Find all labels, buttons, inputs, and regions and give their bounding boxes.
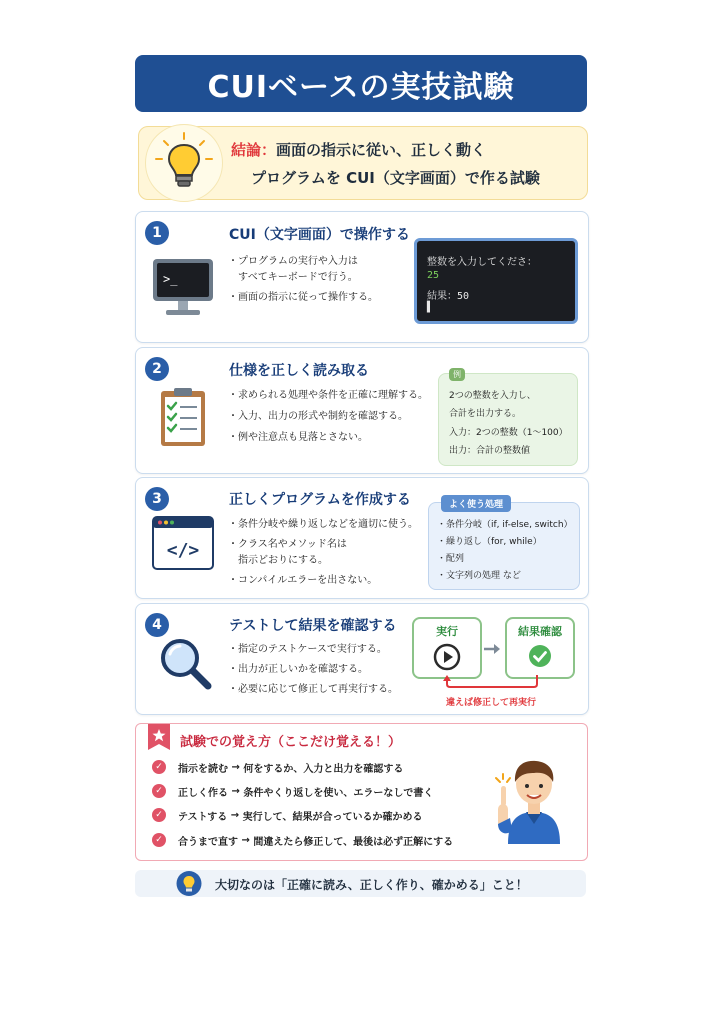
example-tag: 例 bbox=[449, 368, 465, 381]
student-illustration bbox=[494, 744, 572, 848]
memo-arrow: → bbox=[231, 761, 240, 773]
bullet-item: ・ 条件分岐や繰り返しなどを適切に使う。 bbox=[228, 517, 418, 533]
code-glyph: </> bbox=[166, 540, 200, 561]
terminal-input: 25 bbox=[427, 270, 440, 281]
bullet-item: ・ 必要に応じて修正して再実行する。 bbox=[228, 682, 398, 698]
example-output: 出力：合計の整数値 bbox=[449, 446, 531, 456]
bullet-item: ・ 指定のテストケースで実行する。 bbox=[228, 642, 398, 658]
memo-row bbox=[152, 757, 403, 777]
section-number: 3 bbox=[145, 487, 169, 511]
memo-arrow: → bbox=[230, 809, 240, 821]
example-input: 入力：2つの整数（1〜100） bbox=[449, 428, 568, 438]
memo-key: テストする bbox=[178, 811, 228, 823]
section-number: 4 bbox=[145, 613, 169, 637]
memo-key: 合うまで直す bbox=[178, 836, 238, 848]
checkmark-icon: ✓ bbox=[152, 808, 166, 822]
memo-text: 何をするか、入力と出力を確認する bbox=[243, 763, 404, 775]
common-item: ・条件分岐（if, if-else, switch） bbox=[437, 520, 573, 530]
checkmark-icon: ✓ bbox=[152, 784, 166, 798]
terminal-screen bbox=[414, 238, 578, 324]
section-title: 正しくプログラムを作成する bbox=[229, 492, 411, 508]
conclusion-line1 bbox=[231, 139, 486, 160]
bullet-item: ・ クラス名やメソッド名は bbox=[228, 537, 418, 553]
section-1-card bbox=[135, 211, 589, 343]
retry-loop-arrow-icon bbox=[441, 675, 543, 695]
section-number: 1 bbox=[145, 221, 169, 245]
star-ribbon-icon bbox=[148, 724, 170, 754]
example-line: 2つの整数を入力し、 bbox=[449, 391, 536, 401]
section-number: 2 bbox=[145, 357, 169, 381]
code-window-icon bbox=[152, 516, 214, 574]
memo-text: 条件やくり返しを使い、エラーなしで書く bbox=[243, 787, 434, 799]
conclusion-box bbox=[138, 126, 588, 200]
arrow-right-icon bbox=[484, 640, 500, 659]
common-processing-tag: よく使う処理 bbox=[441, 495, 511, 512]
memo-key: 正しく作る bbox=[178, 787, 228, 799]
bullet-item: ・ 出力が正しいかを確認する。 bbox=[228, 662, 398, 678]
section-title: 仕様を正しく読み取る bbox=[229, 363, 369, 379]
checkmark-icon: ✓ bbox=[152, 833, 166, 847]
bullet-continuation: すべてキーボードで行う。 bbox=[238, 272, 358, 283]
run-step-box bbox=[412, 617, 482, 679]
bullet-item: ・ 入力、出力の形式や制約を確認する。 bbox=[228, 409, 428, 425]
memo-row bbox=[152, 805, 422, 825]
section-3-card bbox=[135, 477, 589, 599]
example-box bbox=[438, 370, 578, 466]
footer-banner bbox=[135, 870, 586, 897]
bullet-item: ・ 求められる処理や条件を正確に理解する。 bbox=[228, 388, 428, 404]
terminal-icon bbox=[150, 256, 216, 326]
section-title: テストして結果を確認する bbox=[229, 618, 397, 634]
terminal-cursor: ▌ bbox=[427, 302, 434, 313]
conclusion-text1: 画面の指示に従い、正しく動く bbox=[276, 141, 487, 159]
section-2-card bbox=[135, 347, 589, 474]
check-circle-icon bbox=[528, 644, 552, 672]
terminal-prompt: >_ bbox=[163, 272, 178, 286]
run-step-label: 実行 bbox=[436, 625, 458, 638]
page-title: CUIベースの実技試験 bbox=[207, 69, 515, 105]
page-title-banner bbox=[135, 55, 587, 112]
conclusion-line2: プログラムを CUI（文字画面）で作る試験 bbox=[251, 169, 540, 187]
common-processing-box bbox=[428, 502, 580, 590]
common-item: ・配列 bbox=[437, 554, 465, 564]
bullet-item: ・ 例や注意点も見落とさない。 bbox=[228, 430, 428, 446]
terminal-result: 結果：50 bbox=[427, 291, 470, 302]
memo-arrow: → bbox=[231, 785, 240, 797]
play-icon bbox=[433, 643, 461, 675]
common-item: ・文字列の処理 など bbox=[437, 571, 521, 581]
section-title: CUI（文字画面）で操作する bbox=[229, 227, 410, 243]
memo-row bbox=[152, 781, 433, 801]
bullet-item: ・ コンパイルエラーを出さない。 bbox=[228, 573, 418, 589]
clipboard-checklist-icon bbox=[158, 386, 208, 452]
retry-label: 違えば修正して再実行 bbox=[446, 698, 537, 708]
memo-title: 試験での覚え方（ここだけ覚える！） bbox=[180, 735, 402, 750]
memo-row bbox=[152, 830, 453, 850]
memo-arrow: → bbox=[241, 834, 250, 846]
bullet-continuation: 指示どおりにする。 bbox=[238, 555, 328, 566]
bullet-item: ・ 画面の指示に従って操作する。 bbox=[228, 290, 378, 306]
conclusion-label: 結論： bbox=[231, 141, 277, 159]
section-4-card bbox=[135, 603, 589, 715]
common-item: ・繰り返し（for, while） bbox=[437, 537, 542, 547]
example-line: 合計を出力する。 bbox=[449, 409, 522, 419]
memo-text: 実行して、結果が合っているか確かめる bbox=[242, 811, 423, 823]
footer-text: 大切なのは「正確に読み、正しく作り、確かめる」こと！ bbox=[215, 878, 528, 892]
memo-text: 間違えたら修正して、最後は必ず正解にする bbox=[253, 836, 454, 848]
checkmark-icon: ✓ bbox=[152, 760, 166, 774]
memo-key: 指示を読む bbox=[178, 763, 228, 775]
lightbulb-icon bbox=[145, 124, 223, 202]
check-step-label: 結果確認 bbox=[518, 625, 562, 638]
lightbulb-icon bbox=[175, 870, 203, 901]
memory-tips-box bbox=[135, 723, 588, 861]
magnifier-icon bbox=[158, 636, 214, 696]
check-step-box bbox=[505, 617, 575, 679]
bullet-item: ・ プログラムの実行や入力は bbox=[228, 254, 378, 270]
terminal-line: 整数を入力してくださ： bbox=[427, 257, 537, 268]
